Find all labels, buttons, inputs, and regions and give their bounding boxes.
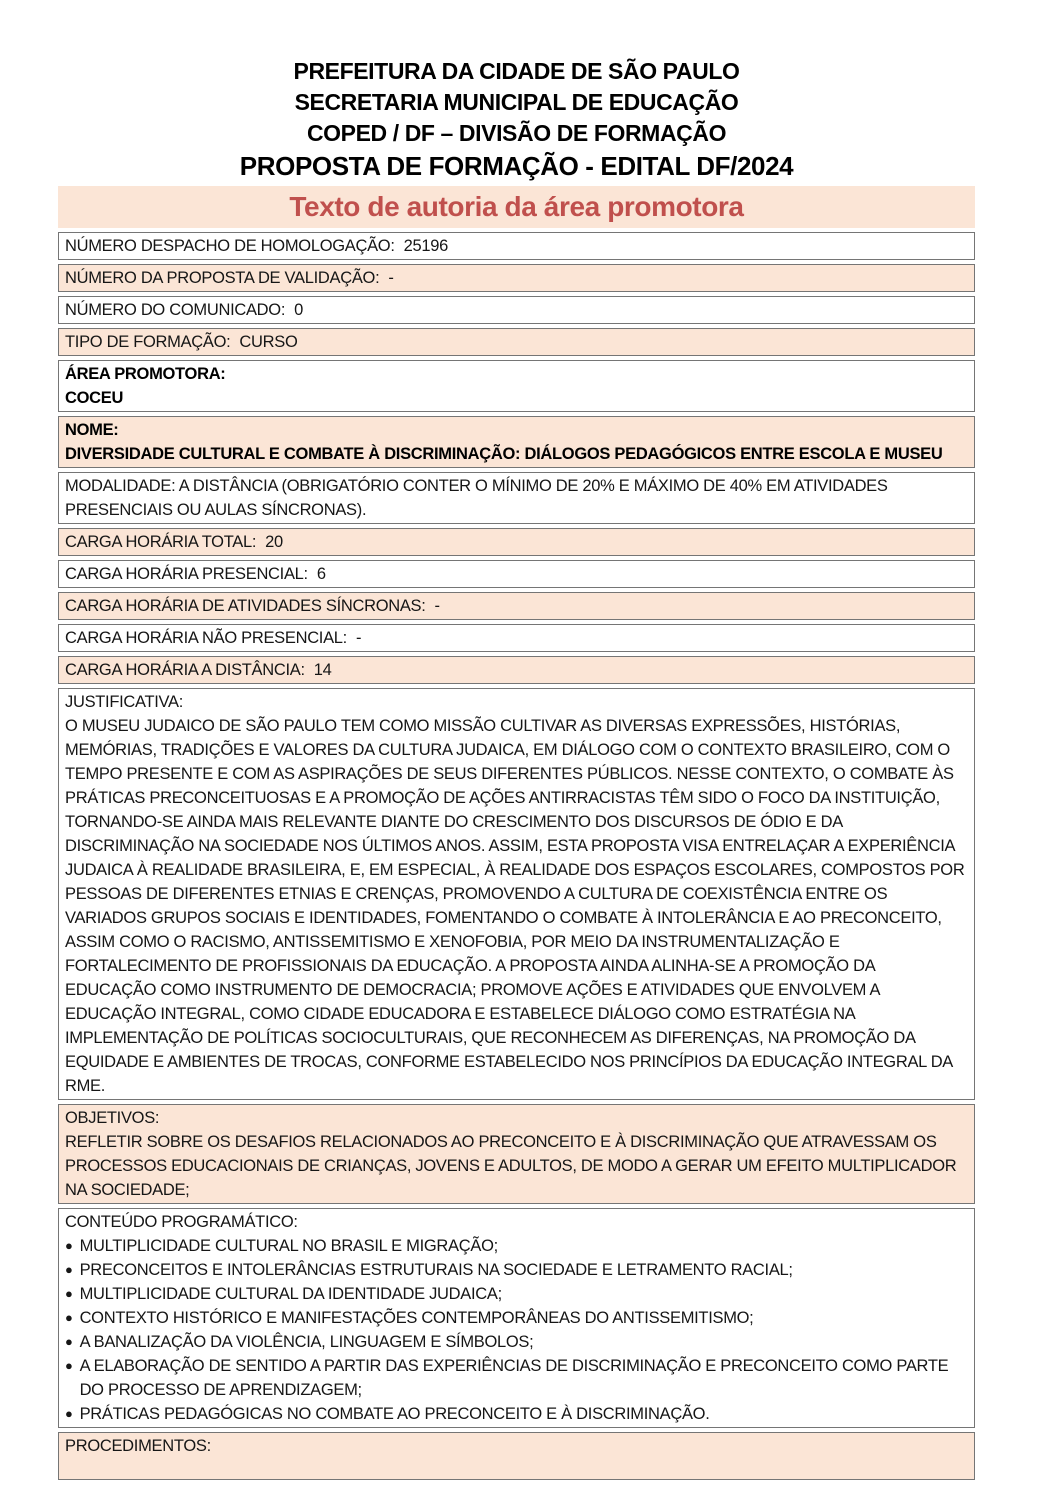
- list-item-text: A ELABORAÇÃO DE SENTIDO A PARTIR DAS EXPERIÊNCIAS DE DISCRIMINAÇÃO E PRECONCEITO COMO PARTE DO PROCESSO DE APRENDIZAGEM;: [79, 1357, 949, 1399]
- list-item-text: PRECONCEITOS E INTOLERÂNCIAS ESTRUTURAIS NA SOCIEDADE E LETRAMENTO RACIAL;: [79, 1261, 793, 1279]
- field-label: ÁREA PROMOTORA:: [65, 365, 226, 383]
- field-label: NOME:: [65, 421, 119, 439]
- authorship-banner: [58, 186, 975, 228]
- field-value: -: [434, 597, 440, 615]
- document-title: PROPOSTA DE FORMAÇÃO - EDITAL DF/2024: [239, 151, 794, 181]
- list-item-text: A BANALIZAÇÃO DA VIOLÊNCIA, LINGUAGEM E SÍMBOLOS;: [79, 1333, 534, 1351]
- field-label: CARGA HORÁRIA TOTAL:: [65, 533, 257, 551]
- field-value: 20: [265, 533, 283, 551]
- bullet-icon: ●: [65, 1334, 73, 1349]
- field-row-carga-sincronas: [58, 592, 975, 620]
- field-row-tipo-formacao: [58, 328, 975, 356]
- field-row-despacho: [58, 232, 975, 260]
- header-org-line-2: SECRETARIA MUNICIPAL DE EDUCAÇÃO: [294, 89, 739, 115]
- field-label: CARGA HORÁRIA PRESENCIAL:: [65, 565, 308, 583]
- field-text: REFLETIR SOBRE OS DESAFIOS RELACIONADOS AO PRECONCEITO E À DISCRIMINAÇÃO QUE ATRAVESSAM OS PROCESSOS EDUCACIONAIS DE CRIANÇAS, JOVENS E ADULTOS, DE MODO A GERAR UM EFEITO MULTIPLICADOR NA SOCIEDADE;: [65, 1133, 957, 1199]
- field-value: CURSO: [239, 333, 298, 351]
- field-row-modalidade: [58, 472, 975, 524]
- field-text: MODALIDADE: A DISTÂNCIA (OBRIGATÓRIO CONTER O MÍNIMO DE 20% E MÁXIMO DE 40% EM ATIVIDADES PRESENCIAIS OU AULAS SÍNCRONAS).: [65, 477, 888, 519]
- field-label: NÚMERO DO COMUNICADO:: [65, 301, 286, 319]
- field-value: 6: [316, 565, 326, 583]
- field-value: 25196: [403, 237, 448, 255]
- field-label: TIPO DE FORMAÇÃO:: [65, 333, 231, 351]
- field-row-carga-presencial: [58, 560, 975, 588]
- list-item-text: MULTIPLICIDADE CULTURAL NO BRASIL E MIGRAÇÃO;: [79, 1237, 498, 1255]
- field-label: JUSTIFICATIVA:: [65, 693, 184, 711]
- field-row-comunicado: [58, 296, 975, 324]
- field-row-justificativa: [58, 688, 975, 1100]
- field-label: CARGA HORÁRIA A DISTÂNCIA:: [65, 661, 305, 679]
- field-value: 14: [313, 661, 332, 679]
- list-item-text: PRÁTICAS PEDAGÓGICAS NO COMBATE AO PRECONCEITO E À DISCRIMINAÇÃO.: [79, 1405, 710, 1423]
- list-item: [65, 1234, 968, 1258]
- field-row-proposta-validacao: [58, 264, 975, 292]
- field-row-carga-total: [58, 528, 975, 556]
- list-item-text: CONTEXTO HISTÓRICO E MANIFESTAÇÕES CONTEMPORÂNEAS DO ANTISSEMITISMO;: [79, 1309, 754, 1327]
- list-item: [65, 1282, 968, 1306]
- field-text: O MUSEU JUDAICO DE SÃO PAULO TEM COMO MISSÃO CULTIVAR AS DIVERSAS EXPRESSÕES, HISTÓRIAS, MEMÓRIAS, TRADIÇÕES E VALORES DA CULTURA JUDAICA, EM DIÁLOGO COM O CONTEXTO BRASILEIRO, COM O TEMPO PRESENTE E COM AS ASPIRAÇÕES DE SEUS DIFERENTES PÚBLICOS. NESSE CONTEXTO, O COMBATE ÀS PRÁTICAS PRECONCEITUOSAS E A PROMOÇÃO DE AÇÕES ANTIRRACISTAS TÊM SIDO O FOCO DA INSTITUIÇÃO, TORNANDO-SE AINDA MAIS RELEVANTE DIANTE DO CRESCIMENTO DOS DISCURSOS DE ÓDIO E DA DISCRIMINAÇÃO NA SOCIEDADE NOS ÚLTIMOS ANOS. ASSIM, ESTA PROPOSTA VISA ENTRELAÇAR A EXPERIÊNCIA JUDAICA À REALIDADE BRASILEIRA, E, EM ESPECIAL, À REALIDADE DOS ESPAÇOS ESCOLARES, COMPOSTOS POR PESSOAS DE DIFERENTES ETNIAS E CRENÇAS, PROMOVENDO A CULTURA DE COEXISTÊNCIA ENTRE OS VARIADOS GRUPOS SOCIAIS E IDENTIDADES, FOMENTANDO O COMBATE À INTOLERÂNCIA E AO PRECONCEITO, ASSIM COMO O RACISMO, ANTISSEMITISMO E XENOFOBIA, POR MEIO DA INSTRUMENTALIZAÇÃO E FORTALECIMENTO DE PROFISSIONAIS DA EDUCAÇÃO. A PROPOSTA AINDA ALINHA-SE A PROMOÇÃO DA EDUCAÇÃO COMO INSTRUMENTO DE DEMOCRACIA; PROMOVE AÇÕES E ATIVIDADES QUE ENVOLVEM A EDUCAÇÃO INTEGRAL, COMO CIDADE EDUCADORA E ESTABELECE DIÁLOGO COMO ESTRATÉGIA NA IMPLEMENTAÇÃO DE POLÍTICAS SOCIOCULTURAIS, QUE RECONHECEM AS DIFERENÇAS, NA PROMOÇÃO DA EQUIDADE E AMBIENTES DE TROCAS, CONFORME ESTABELECIDO NOS PRINCÍPIOS DA EDUCAÇÃO INTEGRAL DA RME.: [65, 717, 965, 1095]
- document-header: [58, 56, 975, 184]
- bullet-icon: ●: [65, 1310, 73, 1325]
- field-row-carga-nao-presencial: [58, 624, 975, 652]
- field-row-nome: [58, 416, 975, 468]
- list-item: [65, 1306, 968, 1330]
- field-label: PROCEDIMENTOS:: [65, 1437, 211, 1455]
- field-label: NÚMERO DESPACHO DE HOMOLOGAÇÃO:: [65, 237, 395, 255]
- list-item: [65, 1258, 968, 1282]
- field-value: 0: [294, 301, 304, 319]
- bullet-icon: ●: [65, 1286, 73, 1301]
- field-row-conteudo-programatico: [58, 1208, 975, 1428]
- field-row-area-promotora: [58, 360, 975, 412]
- field-label: CARGA HORÁRIA NÃO PRESENCIAL:: [65, 629, 347, 647]
- header-org-line-1: PREFEITURA DA CIDADE DE SÃO PAULO: [293, 58, 740, 84]
- list-item-text: MULTIPLICIDADE CULTURAL DA IDENTIDADE JUDAICA;: [79, 1285, 502, 1303]
- bullet-icon: ●: [65, 1358, 73, 1373]
- field-row-procedimentos: [58, 1432, 975, 1480]
- field-label: OBJETIVOS:: [65, 1109, 160, 1127]
- bullet-icon: ●: [65, 1238, 73, 1253]
- authorship-banner-text: Texto de autoria da área promotora: [289, 191, 744, 222]
- bullet-icon: ●: [65, 1406, 73, 1421]
- field-value: -: [388, 269, 394, 287]
- list-item: [65, 1402, 968, 1426]
- field-label: CONTEÚDO PROGRAMÁTICO:: [65, 1213, 298, 1231]
- field-value: DIVERSIDADE CULTURAL E COMBATE À DISCRIMINAÇÃO: DIÁLOGOS PEDAGÓGICOS ENTRE ESCOLA E MUSEU: [65, 445, 943, 463]
- bullet-icon: ●: [65, 1262, 73, 1277]
- field-row-objetivos: [58, 1104, 975, 1204]
- list-item: [65, 1330, 968, 1354]
- list-item: [65, 1354, 968, 1402]
- header-org-line-3: COPED / DF – DIVISÃO DE FORMAÇÃO: [306, 120, 727, 146]
- field-label: CARGA HORÁRIA DE ATIVIDADES SÍNCRONAS:: [65, 597, 426, 615]
- field-row-carga-distancia: [58, 656, 975, 684]
- field-value: -: [355, 629, 362, 647]
- field-value: COCEU: [65, 389, 124, 407]
- field-label: NÚMERO DA PROPOSTA DE VALIDAÇÃO:: [65, 269, 380, 287]
